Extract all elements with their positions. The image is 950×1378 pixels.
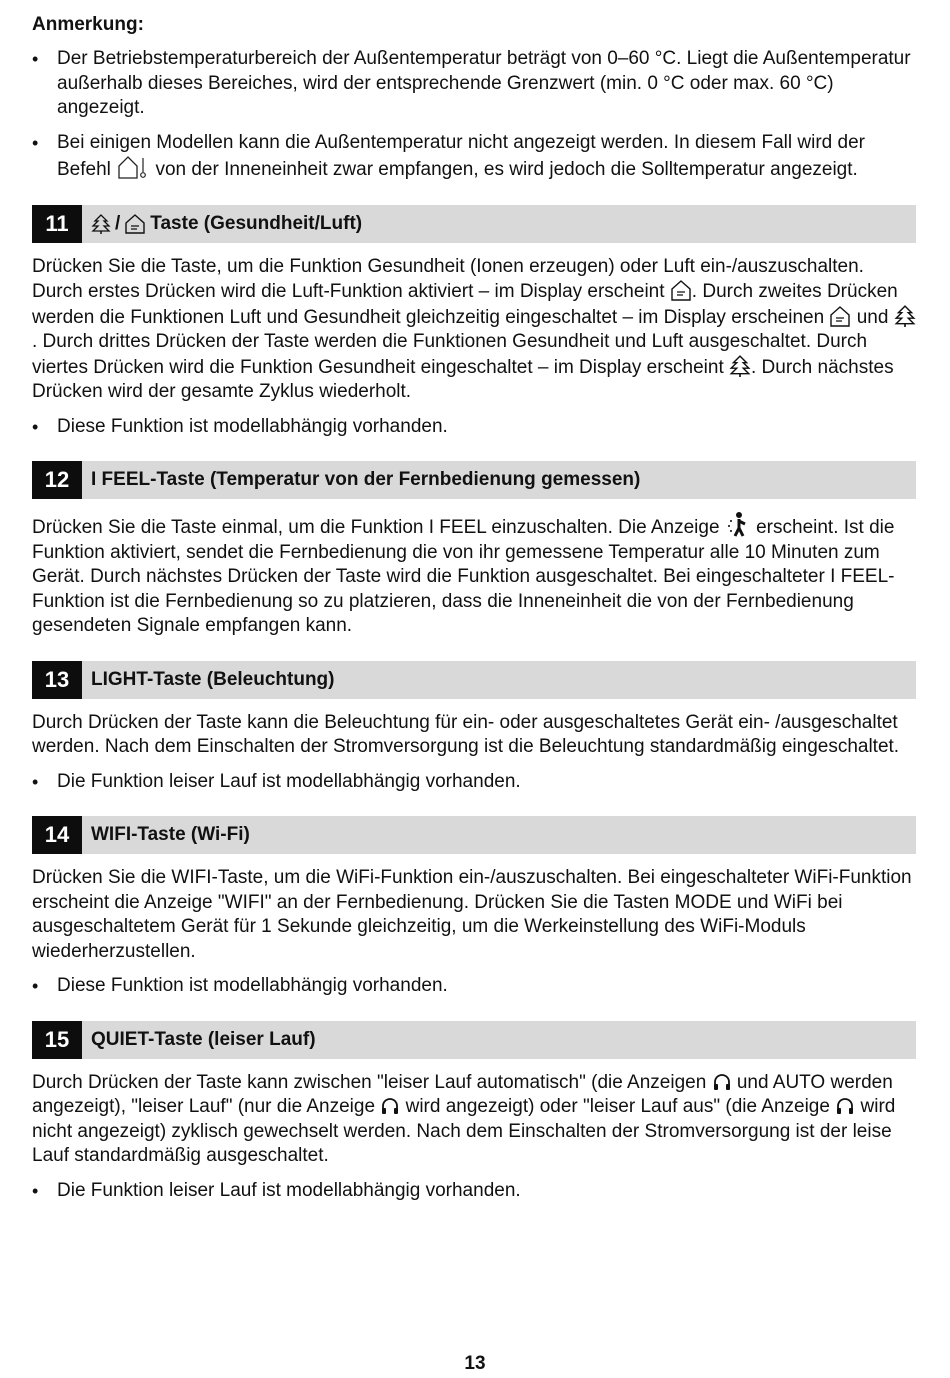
house-air-icon <box>124 214 146 234</box>
section-15-title: QUIET-Taste (leiser Lauf) <box>91 1028 316 1050</box>
section-11-text-c: und <box>856 306 889 328</box>
section-15-bullet: • Die Funktion leiser Lauf ist modellabhängig vorhanden. <box>32 1179 916 1204</box>
section-12-title: I FEEL-Taste (Temperatur von der Fernbedienung gemessen) <box>91 469 641 490</box>
section-14-header <box>32 816 916 854</box>
section-13-title: LIGHT-Taste (Beleuchtung) <box>91 668 335 690</box>
section-11-number: 11 <box>32 205 82 243</box>
section-11-text-a: Drücken Sie die Taste, um die Funktion Gesundheit (Ionen erzeugen) oder Luft ein-/auszuschalten. Durch erstes Drücken wird die Luft-Funktion aktiviert – im Display erscheint <box>32 255 864 302</box>
section-11-text-d: . Durch drittes Drücken der Taste werden die Funktionen Gesundheit und Luft ausgeschaltet. Durch viertes Drücken wird die Funktion Gesundheit eingeschaltet – im Display erscheint <box>32 331 868 378</box>
section-14-bullet: • Diese Funktion ist modellabhängig vorhanden. <box>32 974 916 999</box>
section-13-paragraph: Durch Drücken der Taste kann die Beleuchtung für ein- oder ausgeschaltetes Gerät ein- /ausgeschaltet werden. Nach dem Einschalten der Stromversorgung ist die Beleuchtung standardmäßig eingeschaltet. <box>32 711 900 757</box>
section-11-separator: / <box>115 212 121 234</box>
headphones-icon <box>712 1072 732 1092</box>
house-air-icon <box>829 305 851 327</box>
section-14-paragraph: Drücken Sie die WIFI-Taste, um die WiFi-Funktion ein-/auszuschalten. Bei eingeschalteter WiFi-Funktion erscheint die Anzeige "WIFI" an der Fernbedienung. Drücken Sie die Tasten MODE und WiFi bei ausgeschaltetem Gerät für 1 Sekunde gleichzeitig, um die Werkeinstellung des WiFi-Moduls wiederherzustellen. <box>32 867 912 962</box>
note-bullet-models-text-b: von der Inneneinheit zwar empfangen, es wird jedoch die Solltemperatur angezeigt. <box>155 159 858 180</box>
tree-icon <box>894 305 916 327</box>
section-15-paragraph <box>32 1071 916 1169</box>
section-15-text-d: wird nicht angezeigt) zyklisch gewechselt werden. Nach dem Einschalten der Stromversorgung ist der leise Lauf standardmäßig ausgeschaltet. <box>32 1096 896 1166</box>
section-12-header <box>32 461 916 499</box>
section-11-text-e: . Durch nächstes Drücken wird der gesamte Zyklus wiederholt. <box>32 356 894 402</box>
section-11-text-b: . Durch zweites Drücken werden die Funktionen Luft und Gesundheit gleichzeitig eingeschaltet – im Display erscheinen <box>32 281 898 328</box>
section-12-text-b: erscheint. Ist die Funktion aktiviert, sendet die Fernbedienung die von ihr gemessene Temperatur alle 10 Minuten zum Gerät. Durch nächstes Drücken der Taste wird die Funktion ausgeschaltet. Bei eingeschalteter I FEEL-Funktion ist die Fernbedienung so zu platzieren, dass die Inneneinheit die von der Fernbedienung gesendeten Signale empfangen kann. <box>32 517 895 636</box>
note-bullet-models-text-a: Bei einigen Modellen kann die Außentemperatur nicht angezeigt werden. In diesem Fall wird der Befehl <box>57 131 865 180</box>
tree-icon <box>729 355 751 377</box>
section-12-number: 12 <box>32 461 82 499</box>
section-14-number: 14 <box>32 816 82 854</box>
note-bullet-range-text: Der Betriebstemperaturbereich der Außentemperatur beträgt von 0–60 °C. Liegt die Außentemperatur außerhalb dieses Bereiches, wird der entsprechende Grenzwert (min. 0 °C oder max. 60 °C) angezeigt. <box>57 48 911 118</box>
section-15-header <box>32 1021 916 1059</box>
section-11-bullet: • Diese Funktion ist modellabhängig vorhanden. <box>32 415 916 440</box>
section-11-bullets <box>32 415 916 440</box>
note-bullet-models <box>32 131 916 183</box>
headphones-icon <box>835 1096 855 1116</box>
section-12-paragraph <box>32 511 916 639</box>
note-bullet-range <box>32 47 916 121</box>
note-bullets <box>32 47 916 183</box>
note-title: Anmerkung: <box>32 14 144 35</box>
section-13-header <box>32 661 916 699</box>
section-15-text-b: und AUTO werden angezeigt), "leiser Lauf" (nur die Anzeige <box>32 1071 893 1117</box>
manual-page <box>32 12 916 1213</box>
section-15-number: 15 <box>32 1021 82 1059</box>
section-15-text-a: Durch Drücken der Taste kann zwischen "leiser Lauf automatisch" (die Anzeigen <box>32 1071 707 1093</box>
section-15-bullets <box>32 1179 916 1204</box>
house-thermometer-icon <box>116 155 150 179</box>
section-11-title <box>82 213 362 235</box>
section-14-bullets <box>32 974 916 999</box>
headphones-icon <box>380 1096 400 1116</box>
page-number: 13 <box>464 1353 486 1374</box>
section-11-title-text: Taste (Gesundheit/Luft) <box>150 212 363 234</box>
section-13-bullets <box>32 770 916 795</box>
section-13-number: 13 <box>32 661 82 699</box>
person-signal-icon <box>725 511 751 537</box>
section-11-header <box>32 205 916 243</box>
section-13-bullet: • Die Funktion leiser Lauf ist modellabhängig vorhanden. <box>32 770 916 795</box>
section-15-text-c: wird angezeigt) oder "leiser Lauf aus" (die Anzeige <box>405 1096 830 1117</box>
section-11-paragraph <box>32 255 916 405</box>
tree-icon <box>91 214 111 234</box>
section-14-title: WIFI-Taste (Wi-Fi) <box>91 824 250 845</box>
house-air-icon <box>670 279 692 301</box>
section-12-text-a: Drücken Sie die Taste einmal, um die Funktion I FEEL einzuschalten. Die Anzeige <box>32 517 720 538</box>
